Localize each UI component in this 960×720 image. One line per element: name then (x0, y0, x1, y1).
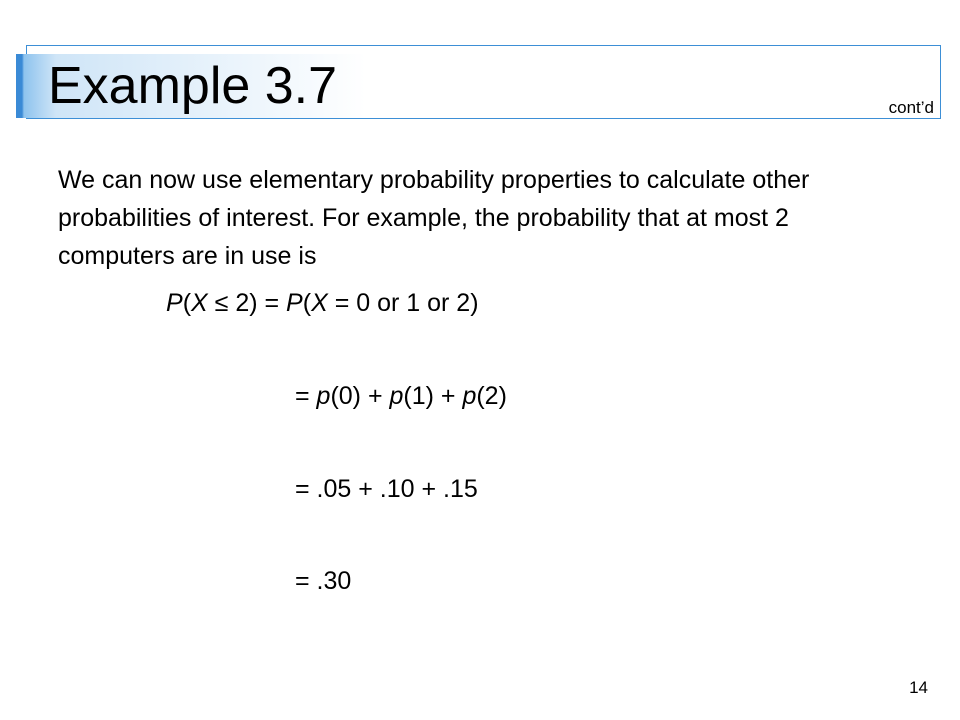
continued-label: cont’d (888, 98, 934, 117)
equation-line-3: = .05 + .10 + .15 (295, 475, 478, 503)
slide-title: Example 3.7 (48, 57, 338, 115)
page-number: 14 (909, 678, 928, 697)
body-paragraph: We can now use elementary probability properties to calculate other probabilities of interest. For example, the probability that at most 2 computers are in use is (58, 166, 810, 270)
equation-line-1 (166, 288, 479, 318)
equation-line-2: = p(0) + p(1) + p(2) (295, 382, 507, 410)
equation-line-4: = .30 (295, 567, 352, 595)
equation-rhs-1: = P(X = 0 or 1 or 2) (264, 289, 479, 317)
equation-lhs: P(X ≤ 2) (166, 289, 258, 317)
